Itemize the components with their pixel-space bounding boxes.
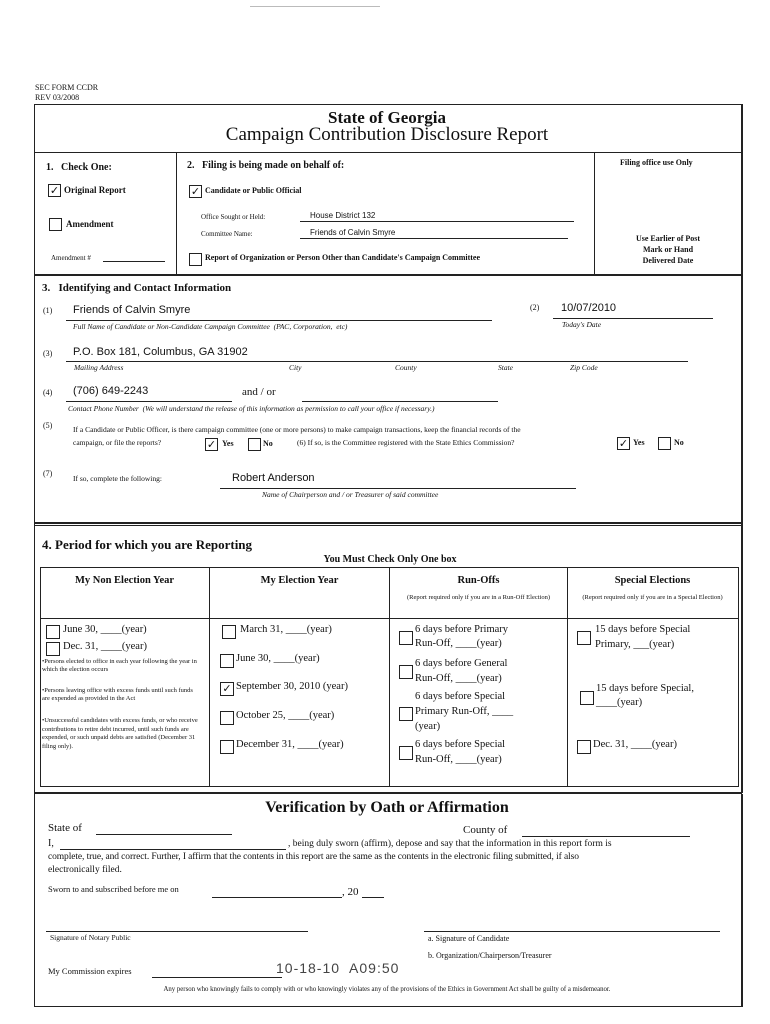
phone-caption: Contact Phone Number (We will understand the release of this information as permission to call your office if necessary.) (68, 404, 435, 413)
el-march-label: March 31, ____(year) (240, 624, 332, 635)
sp-primary-checkbox[interactable] (577, 631, 591, 645)
section-1-heading: 1. Check One: (46, 162, 112, 173)
county-of-field[interactable] (522, 836, 690, 837)
divider (594, 152, 595, 274)
mailing-address-value[interactable]: P.O. Box 181, Columbus, GA 31902 (73, 346, 248, 358)
sp-primary-label-1: 15 days before Special (595, 624, 691, 635)
county-caption: County (395, 363, 417, 372)
verification-line-2: complete, true, and correct. Further, I affirm that the contents in this report are the same as the contents in the electronic filing submitted, if also (48, 852, 579, 862)
ro-special-primary-label-2: Primary Run-Off, ____ (415, 706, 514, 717)
amendment-label: Amendment (66, 219, 114, 229)
candidate-label: Candidate or Public Official (205, 186, 302, 195)
committee-value[interactable]: Friends of Calvin Smyre (310, 228, 396, 237)
sp-special-label-2: ____(year) (596, 697, 643, 708)
el-sept-label: September 30, 2010 (year) (236, 681, 348, 692)
chairperson-value[interactable]: Robert Anderson (232, 472, 315, 484)
candidate-name-value[interactable]: Friends of Calvin Smyre (73, 304, 191, 316)
today-date-line (553, 318, 713, 319)
el-june-label: June 30, ____(year) (236, 653, 320, 664)
ne-dec-label: Dec. 31, ____(year) (63, 641, 147, 652)
and-or-label: and / or (242, 386, 276, 398)
notary-signature-line[interactable] (46, 931, 308, 932)
organization-signature-label: b. Organization/Chairperson/Treasurer (428, 951, 552, 960)
q6-no-label: No (674, 438, 684, 447)
received-stamp: 10-18-10 A09:50 (276, 960, 400, 976)
county-of-label: County of (463, 824, 508, 836)
filing-office-note-1: Use Earlier of Post (635, 234, 701, 243)
q5-yes-checkbox[interactable]: ✓ (206, 438, 217, 451)
ne-june-checkbox[interactable] (46, 625, 60, 639)
item-4-number: (4) (43, 388, 53, 397)
col-special-elections-note: (Report required only if you are in a Special Election) (582, 594, 723, 601)
el-oct-label: October 25, ____(year) (236, 710, 335, 721)
ne-note-2: •Persons leaving office with excess funds until such funds are expended as provided in the Act (42, 687, 193, 702)
candidate-checkbox[interactable]: ✓ (190, 185, 201, 198)
page-title-report: Campaign Contribution Disclosure Report (225, 124, 549, 145)
candidate-name-caption: Full Name of Candidate or Non-Candidate Campaign Committee (PAC, Corporation, etc) (73, 322, 348, 331)
city-caption: City (289, 363, 302, 372)
ro-special-label-1: 6 days before Special (415, 739, 506, 750)
ro-special-primary-label-3: (year) (415, 721, 441, 732)
item-5-number: (5) (43, 421, 53, 430)
original-report-checkbox[interactable]: ✓ (49, 184, 60, 197)
office-value[interactable]: House District 132 (310, 211, 376, 220)
ne-dec-checkbox[interactable] (46, 642, 60, 656)
ro-special-label-2: Run-Off, ____(year) (415, 754, 502, 765)
original-report-label: Original Report (64, 185, 126, 195)
q6-no-checkbox[interactable] (658, 437, 671, 450)
state-of-label: State of (48, 822, 82, 834)
divider (176, 152, 177, 274)
q5-yes-label: Yes (222, 439, 234, 448)
divider (34, 274, 742, 276)
mailing-address-caption: Mailing Address (74, 363, 124, 372)
ro-general-label-2: Run-Off, ____(year) (415, 673, 502, 684)
item-2-number: (2) (530, 303, 540, 312)
state-of-field[interactable] (96, 834, 232, 835)
ro-special-checkbox[interactable] (399, 746, 413, 760)
commission-field[interactable] (152, 977, 282, 978)
ne-note-3: •Unsuccessful candidates with excess funds, or who receive contributions to retire debt incurred, until such funds are expended, or such unpaid debts are satisfied (December 31 filing only). (42, 717, 198, 750)
el-march-checkbox[interactable] (222, 625, 236, 639)
page-title-state: State of Georgia (327, 108, 447, 127)
filing-office-label: Filing office use Only (620, 158, 693, 167)
sworn-date-field[interactable] (212, 897, 342, 898)
ro-general-checkbox[interactable] (399, 665, 413, 679)
chairperson-caption: Name of Chairperson and / or Treasurer of said committee (262, 490, 439, 499)
ne-june-label: June 30, ____(year) (63, 624, 147, 635)
form-revision: REV 03/2008 (35, 93, 80, 102)
committee-label: Committee Name: (201, 230, 253, 238)
q6-yes-checkbox[interactable]: ✓ (618, 437, 629, 450)
sp-special-label-1: 15 days before Special, (596, 683, 694, 694)
office-label: Office Sought or Held: (201, 213, 266, 221)
el-oct-checkbox[interactable] (220, 711, 234, 725)
sp-primary-label-2: Primary, ___(year) (595, 639, 675, 650)
candidate-signature-label: a. Signature of Candidate (428, 934, 510, 943)
candidate-name-line (66, 320, 492, 321)
sp-special-checkbox[interactable] (580, 691, 594, 705)
question-5-line-1: If a Candidate or Public Officer, is there campaign committee (one or more persons) to make campaign transactions, keep the financial records of the (73, 425, 521, 434)
ro-special-primary-label-1: 6 days before Special (415, 691, 506, 702)
sworn-text: , being duly sworn (affirm), depose and say that the information in this report form is (288, 839, 612, 849)
amendment-checkbox[interactable] (49, 218, 62, 231)
filing-office-note-3: Delivered Date (642, 256, 694, 265)
today-date-caption: Today's Date (562, 320, 602, 329)
el-dec-label: December 31, ____(year) (236, 739, 344, 750)
candidate-signature-line[interactable] (424, 931, 720, 932)
must-check-note: You Must Check Only One box (323, 554, 457, 565)
el-june-checkbox[interactable] (220, 654, 234, 668)
verification-line-3: electronically filed. (48, 865, 122, 875)
ro-general-label-1: 6 days before General (415, 658, 508, 669)
question-7: If so, complete the following: (73, 474, 162, 483)
phone-line (66, 401, 232, 402)
footer-warning: Any person who knowingly fails to comply with or who knowingly violates any of the provisions of the Ethics in Government Act shall be guilty of a misdemeanor. (163, 986, 611, 993)
item-1-number: (1) (43, 306, 53, 315)
amendment-number-field[interactable] (103, 261, 165, 262)
table-col-divider (567, 567, 568, 786)
sworn-before-label: Sworn to and subscribed before me on (48, 884, 179, 894)
question-6: (6) If so, is the Committee registered with the State Ethics Commission? (297, 438, 515, 447)
affiant-name-field[interactable] (60, 849, 286, 850)
sp-dec-label: Dec. 31, ____(year) (593, 739, 677, 750)
affiant-label: I, (48, 838, 54, 849)
filing-office-note-2: Mark or Hand (642, 245, 694, 254)
col-run-offs: Run-Offs (457, 575, 500, 586)
form-code: SEC FORM CCDR (35, 83, 99, 92)
notary-signature-label: Signature of Notary Public (50, 933, 131, 942)
ro-primary-checkbox[interactable] (399, 631, 413, 645)
col-special-elections: Special Elections (614, 575, 691, 586)
ro-primary-label-1: 6 days before Primary (415, 624, 509, 635)
org-report-label: Report of Organization or Person Other than Candidate's Campaign Committee (205, 253, 481, 262)
ro-primary-label-2: Run-Off, ____(year) (415, 638, 502, 649)
q6-yes-label: Yes (633, 438, 645, 447)
sworn-year-field[interactable] (362, 897, 384, 898)
mailing-address-line (66, 361, 688, 362)
table-col-divider (389, 567, 390, 786)
table-col-divider (209, 567, 210, 786)
ne-note-1: •Persons elected to office in each year following the year in which the election occurs (42, 658, 197, 673)
divider (34, 152, 742, 153)
sworn-year-prefix: , 20 (342, 886, 359, 898)
scan-mark (250, 6, 380, 7)
q5-no-checkbox[interactable] (248, 438, 261, 451)
section-3-heading: 3. Identifying and Contact Information (42, 282, 232, 294)
el-sept-checkbox[interactable]: ✓ (220, 682, 234, 696)
item-7-number: (7) (43, 469, 53, 478)
chairperson-line (220, 488, 576, 489)
phone-2-line (302, 401, 498, 402)
section-4-heading: 4. Period for which you are Reporting (42, 537, 253, 552)
col-election-year: My Election Year (260, 575, 339, 586)
question-5-line-2: campaign, or file the reports? (73, 438, 162, 447)
item-3-number: (3) (43, 349, 53, 358)
col-run-offs-note: (Report required only if you are in a Run-Off Election) (406, 594, 551, 601)
commission-label: My Commission expires (48, 966, 132, 976)
verification-heading: Verification by Oath or Affirmation (265, 799, 509, 816)
state-caption: State (498, 363, 513, 372)
ro-special-primary-checkbox[interactable] (399, 707, 413, 721)
committee-field-line (300, 238, 568, 239)
office-field-line (300, 221, 574, 222)
q5-no-label: No (263, 439, 273, 448)
section-2-heading: 2. Filing is being made on behalf of: (187, 160, 345, 171)
org-report-checkbox[interactable] (189, 253, 202, 266)
col-non-election-year: My Non Election Year (74, 575, 175, 586)
el-dec-checkbox[interactable] (220, 740, 234, 754)
sp-dec-checkbox[interactable] (577, 740, 591, 754)
today-date-value[interactable]: 10/07/2010 (561, 302, 617, 314)
phone-value[interactable]: (706) 649-2243 (73, 385, 149, 397)
amendment-number-label: Amendment # (51, 254, 91, 262)
zip-caption: Zip Code (570, 363, 598, 372)
